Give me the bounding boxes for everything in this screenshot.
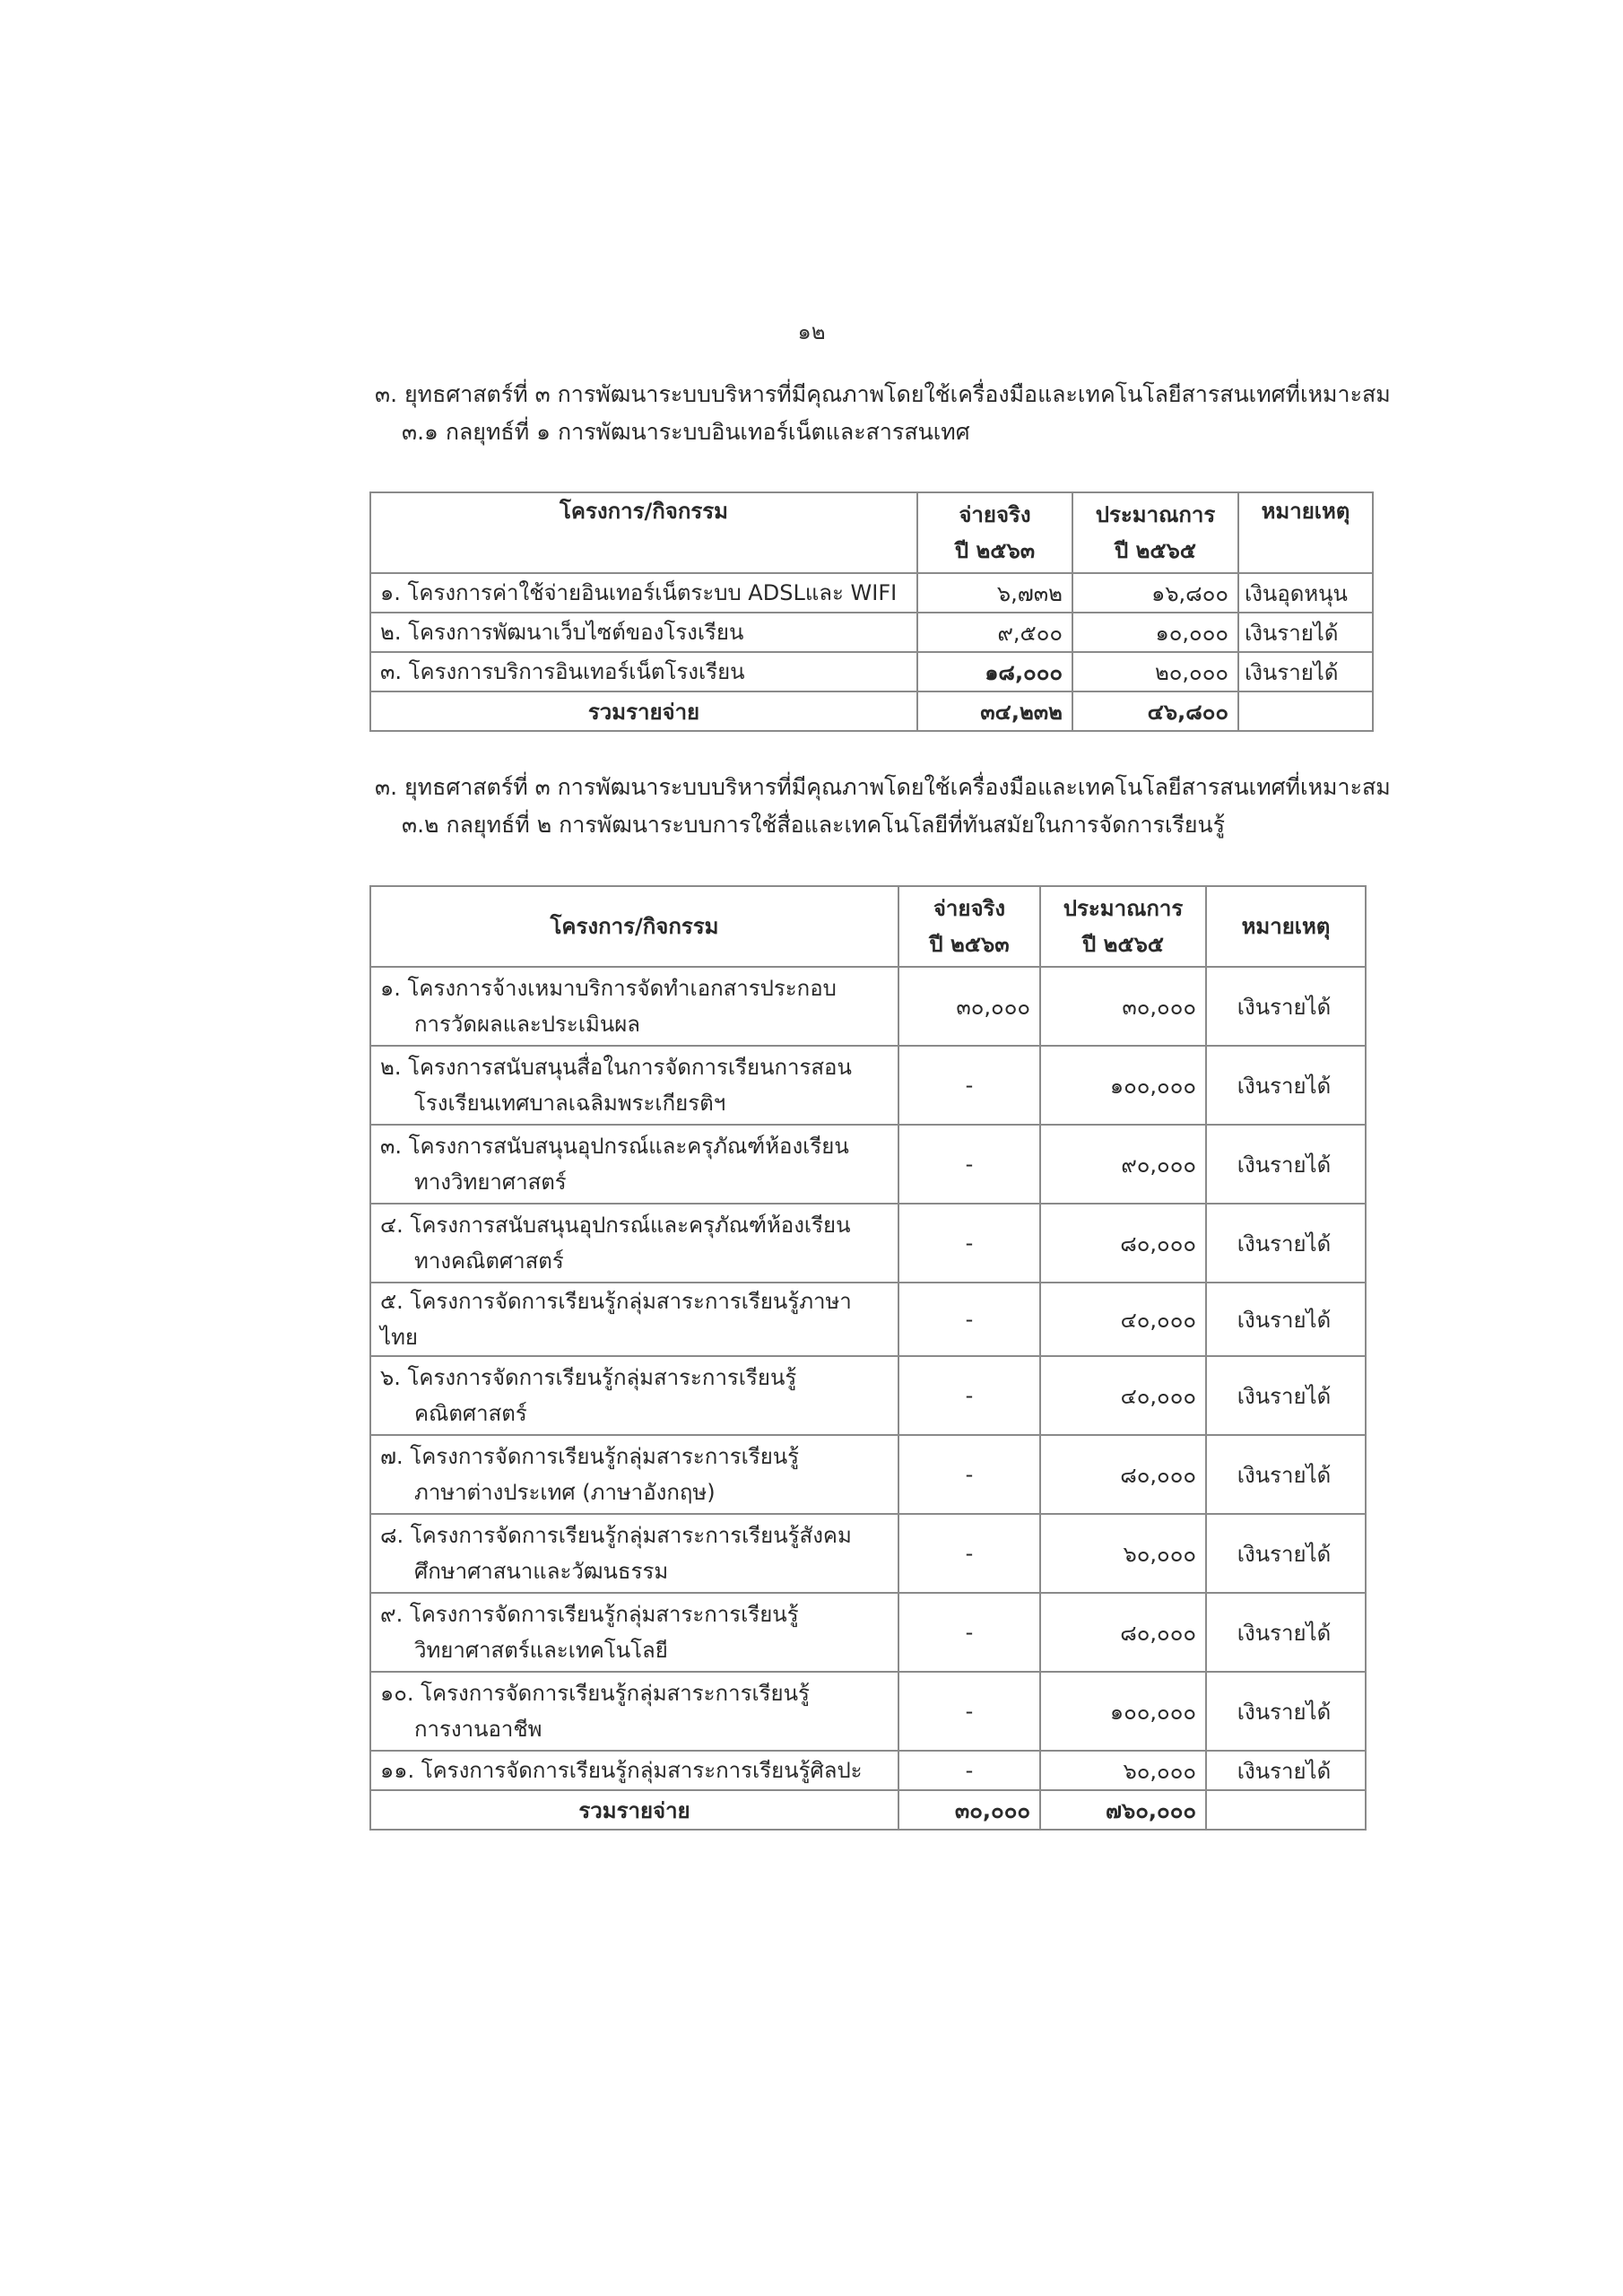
header-project: โครงการ/กิจกรรม xyxy=(370,492,917,573)
header-estimate-line1: ประมาณการ xyxy=(1095,502,1216,527)
total-row xyxy=(370,691,1373,731)
header-estimate-line2: ปี ๒๕๖๕ xyxy=(1082,932,1164,957)
actual-amount: ๓๐,๐๐๐ xyxy=(898,967,1040,1046)
table-row xyxy=(370,1046,1366,1125)
project-name-line1: ๒. โครงการสนับสนุนสื่อในการจัดการเรียนการสอน xyxy=(380,1055,852,1080)
project-name xyxy=(370,1593,898,1672)
estimate-amount: ๘๐,๐๐๐ xyxy=(1040,1204,1206,1283)
actual-amount: - xyxy=(898,1125,1040,1204)
project-name xyxy=(370,1514,898,1593)
project-name-line1: ๑๑. โครงการจัดการเรียนรู้กลุ่มสาระการเรียนรู้ศิลปะ xyxy=(380,1758,863,1783)
project-name-line1: ๙. โครงการจัดการเรียนรู้กลุ่มสาระการเรียนรู้ xyxy=(380,1602,799,1627)
project-name-line2: ทางวิทยาศาสตร์ xyxy=(414,1170,567,1195)
project-name-line1: ๕. โครงการจัดการเรียนรู้กลุ่มสาระการเรียนรู้ภาษาไทย xyxy=(380,1289,852,1350)
table-row xyxy=(370,1204,1366,1283)
remark: เงินรายได้ xyxy=(1238,652,1373,691)
project-name-line1: ๗. โครงการจัดการเรียนรู้กลุ่มสาระการเรียนรู้ xyxy=(380,1444,800,1469)
remark: เงินรายได้ xyxy=(1206,1204,1366,1283)
project-name-line2: การวัดผลและประเมินผล xyxy=(414,1012,641,1037)
table-row xyxy=(370,613,1373,652)
actual-amount: - xyxy=(898,1046,1040,1125)
tactic-heading-1: ๓.๑ กลยุทธ์ที่ ๑ การพัฒนาระบบอินเทอร์เน็ตและสารสนเทศ xyxy=(402,419,970,445)
remark: เงินรายได้ xyxy=(1206,1046,1366,1125)
header-actual-line1: จ่ายจริง xyxy=(933,896,1006,921)
header-estimate-line2: ปี ๒๕๖๕ xyxy=(1115,538,1196,563)
header-actual-line2: ปี ๒๕๖๓ xyxy=(929,932,1010,957)
header-remark: หมายเหตุ xyxy=(1238,492,1373,573)
table-row xyxy=(370,573,1373,613)
header-estimate xyxy=(1040,886,1206,967)
total-estimate: ๗๖๐,๐๐๐ xyxy=(1040,1790,1206,1830)
project-name: ๑. โครงการค่าใช้จ่ายอินเทอร์เน็ตระบบ ADSLและ WIFI xyxy=(370,573,917,613)
table-row xyxy=(370,1514,1366,1593)
header-actual-line2: ปี ๒๕๖๓ xyxy=(954,538,1036,563)
project-name-line2: วิทยาศาสตร์และเทคโนโลยี xyxy=(414,1638,668,1663)
project-name-line2: ศึกษาศาสนาและวัฒนธรรม xyxy=(414,1559,669,1584)
remark: เงินรายได้ xyxy=(1206,1356,1366,1435)
project-name-line2: คณิตศาสตร์ xyxy=(414,1401,527,1426)
project-name: ๒. โครงการพัฒนาเว็บไซต์ของโรงเรียน xyxy=(370,613,917,652)
project-name-line1: ๓. โครงการสนับสนุนอุปกรณ์และครุภัณฑ์ห้องเรียน xyxy=(380,1134,849,1159)
actual-amount: - xyxy=(898,1204,1040,1283)
actual-amount: - xyxy=(898,1593,1040,1672)
project-name xyxy=(370,1204,898,1283)
total-row xyxy=(370,1790,1366,1830)
project-name xyxy=(370,967,898,1046)
actual-amount: - xyxy=(898,1435,1040,1514)
header-actual xyxy=(898,886,1040,967)
actual-amount: - xyxy=(898,1751,1040,1790)
estimate-amount: ๘๐,๐๐๐ xyxy=(1040,1435,1206,1514)
project-name-line2: ภาษาต่างประเทศ (ภาษาอังกฤษ) xyxy=(414,1480,716,1505)
project-name: ๓. โครงการบริการอินเทอร์เน็ตโรงเรียน xyxy=(370,652,917,691)
project-name xyxy=(370,1751,898,1790)
actual-amount: - xyxy=(898,1283,1040,1356)
table-row xyxy=(370,967,1366,1046)
header-remark: หมายเหตุ xyxy=(1206,886,1366,967)
remark: เงินรายได้ xyxy=(1206,967,1366,1046)
header-actual-line1: จ่ายจริง xyxy=(959,502,1031,527)
table-header-row xyxy=(370,492,1373,573)
remark: เงินรายได้ xyxy=(1206,1751,1366,1790)
remark: เงินรายได้ xyxy=(1206,1125,1366,1204)
project-name-line1: ๘. โครงการจัดการเรียนรู้กลุ่มสาระการเรียนรู้สังคม xyxy=(380,1523,852,1548)
estimate-amount: ๑๐๐,๐๐๐ xyxy=(1040,1046,1206,1125)
table-row xyxy=(370,1356,1366,1435)
estimate-amount: ๔๐,๐๐๐ xyxy=(1040,1283,1206,1356)
total-actual: ๓๔,๒๓๒ xyxy=(917,691,1072,731)
actual-amount: ๙,๕๐๐ xyxy=(917,613,1072,652)
remark: เงินรายได้ xyxy=(1206,1672,1366,1751)
remark: เงินรายได้ xyxy=(1206,1593,1366,1672)
project-name xyxy=(370,1046,898,1125)
project-name-line1: ๑. โครงการจ้างเหมาบริการจัดทำเอกสารประกอบ xyxy=(380,976,837,1001)
total-estimate: ๔๖,๘๐๐ xyxy=(1072,691,1238,731)
table-row xyxy=(370,1593,1366,1672)
total-label: รวมรายจ่าย xyxy=(370,691,917,731)
project-name-line1: ๔. โครงการสนับสนุนอุปกรณ์และครุภัณฑ์ห้องเรียน xyxy=(380,1213,851,1238)
header-estimate-line1: ประมาณการ xyxy=(1063,896,1184,921)
remark: เงินอุดหนุน xyxy=(1238,573,1373,613)
estimate-amount: ๖๐,๐๐๐ xyxy=(1040,1514,1206,1593)
remark: เงินรายได้ xyxy=(1206,1514,1366,1593)
estimate-amount: ๘๐,๐๐๐ xyxy=(1040,1593,1206,1672)
strategy-heading-2: ๓. ยุทธศาสตร์ที่ ๓ การพัฒนาระบบบริหารที่มีคุณภาพโดยใช้เครื่องมือและเทคโนโลยีสารสนเทศที่เหมาะสม xyxy=(375,774,1391,800)
header-actual xyxy=(917,492,1072,573)
table-row xyxy=(370,1435,1366,1514)
page-number: ๑๒ xyxy=(797,319,826,344)
remark: เงินรายได้ xyxy=(1206,1283,1366,1356)
tactic-heading-2: ๓.๒ กลยุทธ์ที่ ๒ การพัฒนาระบบการใช้สื่อและเทคโนโลยีที่ทันสมัยในการจัดการเรียนรู้ xyxy=(402,812,1226,838)
table-row xyxy=(370,1125,1366,1204)
budget-table-learning-media xyxy=(369,885,1367,1831)
table-row xyxy=(370,1751,1366,1790)
total-actual: ๓๐,๐๐๐ xyxy=(898,1790,1040,1830)
table-header-row xyxy=(370,886,1366,967)
project-name-line2: โรงเรียนเทศบาลเฉลิมพระเกียรติฯ xyxy=(414,1091,726,1116)
header-project: โครงการ/กิจกรรม xyxy=(370,886,898,967)
total-remark-empty xyxy=(1238,691,1373,731)
estimate-amount: ๑๐๐,๐๐๐ xyxy=(1040,1672,1206,1751)
project-name-line2: ทางคณิตศาสตร์ xyxy=(414,1248,564,1274)
project-name-line1: ๑๐. โครงการจัดการเรียนรู้กลุ่มสาระการเรียนรู้ xyxy=(380,1681,810,1706)
project-name xyxy=(370,1283,898,1356)
budget-table-internet xyxy=(369,491,1374,732)
remark: เงินรายได้ xyxy=(1206,1435,1366,1514)
estimate-amount: ๓๐,๐๐๐ xyxy=(1040,967,1206,1046)
actual-amount: - xyxy=(898,1356,1040,1435)
project-name xyxy=(370,1356,898,1435)
estimate-amount: ๙๐,๐๐๐ xyxy=(1040,1125,1206,1204)
actual-amount: ๑๘,๐๐๐ xyxy=(917,652,1072,691)
project-name xyxy=(370,1435,898,1514)
estimate-amount: ๑๖,๘๐๐ xyxy=(1072,573,1238,613)
total-remark-empty xyxy=(1206,1790,1366,1830)
total-label: รวมรายจ่าย xyxy=(370,1790,898,1830)
project-name-line1: ๖. โครงการจัดการเรียนรู้กลุ่มสาระการเรียนรู้ xyxy=(380,1365,797,1390)
project-name xyxy=(370,1125,898,1204)
actual-amount: - xyxy=(898,1514,1040,1593)
actual-amount: ๖,๗๓๒ xyxy=(917,573,1072,613)
strategy-heading-1: ๓. ยุทธศาสตร์ที่ ๓ การพัฒนาระบบบริหารที่มีคุณภาพโดยใช้เครื่องมือและเทคโนโลยีสารสนเทศที่เหมาะสม xyxy=(375,381,1391,407)
project-name xyxy=(370,1672,898,1751)
actual-amount: - xyxy=(898,1672,1040,1751)
table-row xyxy=(370,1283,1366,1356)
table-row xyxy=(370,1672,1366,1751)
estimate-amount: ๒๐,๐๐๐ xyxy=(1072,652,1238,691)
remark: เงินรายได้ xyxy=(1238,613,1373,652)
estimate-amount: ๔๐,๐๐๐ xyxy=(1040,1356,1206,1435)
estimate-amount: ๑๐,๐๐๐ xyxy=(1072,613,1238,652)
header-estimate xyxy=(1072,492,1238,573)
table-row xyxy=(370,652,1373,691)
project-name-line2: การงานอาชีพ xyxy=(414,1717,542,1742)
estimate-amount: ๖๐,๐๐๐ xyxy=(1040,1751,1206,1790)
